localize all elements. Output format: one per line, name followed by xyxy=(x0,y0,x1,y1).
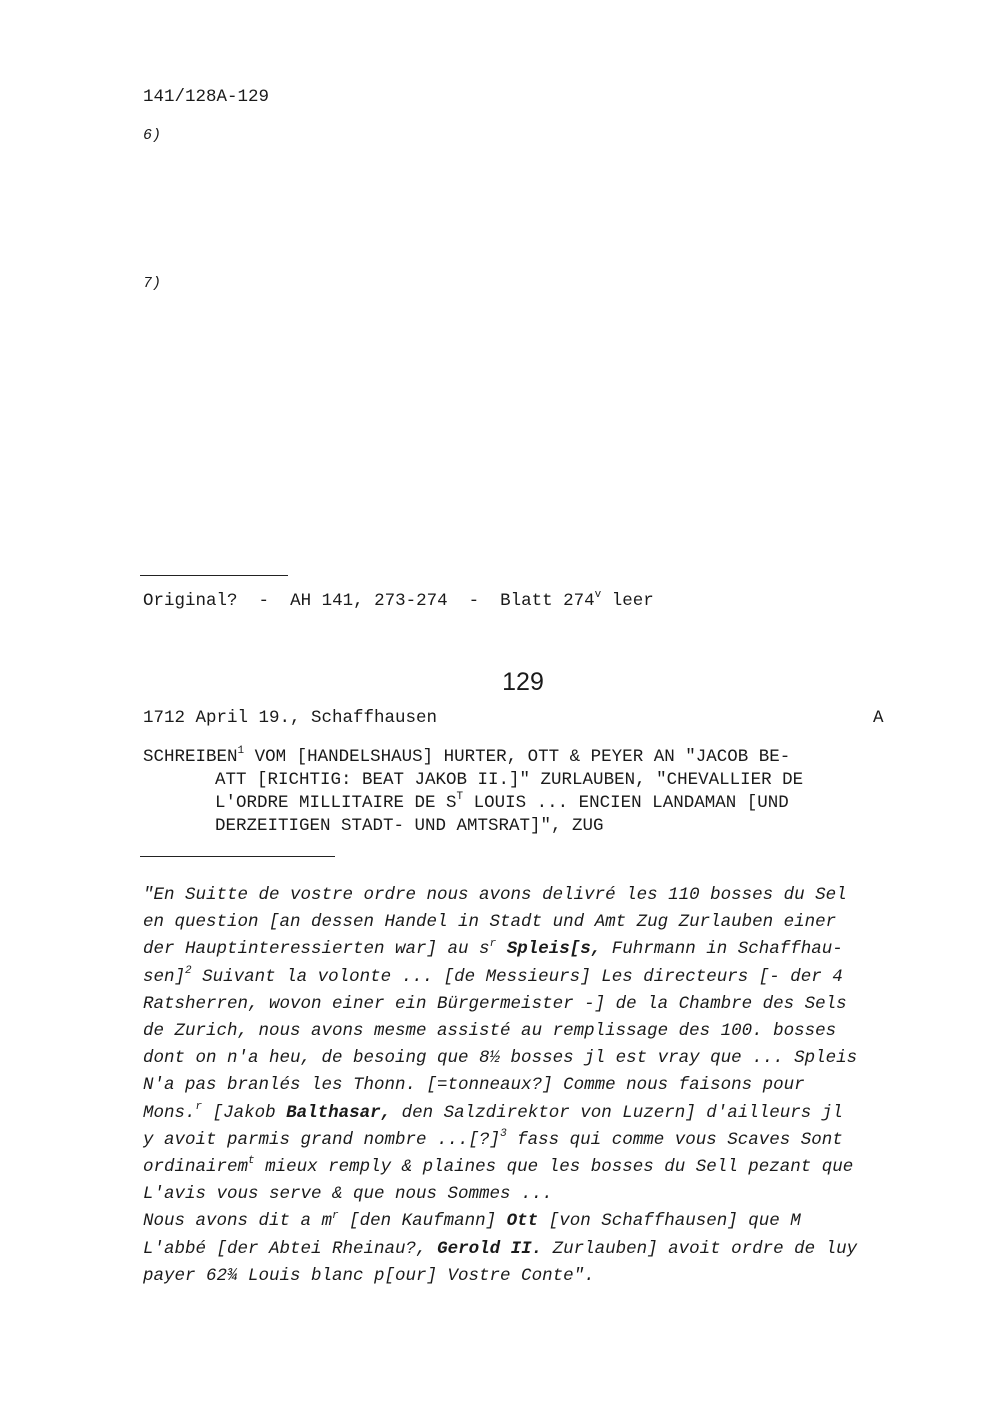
footnote-rule xyxy=(140,575,288,576)
title-rule xyxy=(140,856,335,857)
name-gerold: Gerold II. xyxy=(437,1238,543,1259)
footnote-marker-7: 7) xyxy=(143,275,162,292)
date-place: 1712 April 19., Schaffhausen xyxy=(143,708,438,728)
letter-body: "En Suitte de vostre ordre nous avons delivré les 110 bosses du Sel en question [an dessen Handel in Stadt und Amt Zug Zurlauben einer der Hauptinteressierten war] au $s^r$ Spleis[s, Fuhrmann in Schaffhau- sen]$^2$ Suivant la volonte ... [de Messieurs] Les directeurs [- der 4 Ratsherren, wovon einer ein Bürgermeister -] de la Chambre des Sels de Zurich, nous avons mesme assisté au remplissage des 100. bosses dont on n'a heu, de besoing que 8½ bosses jl est vray que ... Spleis N'a pas branlés les Thonn. [=tonneaux?] Comme nous faisons pour Mons.$^r$ [Jakob Balthasar, den Salzdirektor von Luzern] d'ailleurs jl y avoit parmis grand nombre ...[?]$^3$ fass qui comme vous Scaves Sont ordinairem$^t$ mieux remply & plaines que les bosses du Sell pezant que L'avis vous serve & que nous Sommes ... Nous avons dit a $m^r$ [den Kaufmann] Ott [von Schaffhausen] que M L'abbé [der Abtei Rheinau?, Gerold II. Zurlauben] avoit ordre de luy payer 62¾ Louis blanc p[our] Vostre Conte". xyxy=(143,885,858,1286)
document-number: 129 xyxy=(502,668,544,696)
footnote-marker-6: 6) xyxy=(143,127,162,144)
document-title: SCHREIBEN$^1$ VOM [HANDELSHAUS] HURTER, OTT & PEYER AN "JACOB BE- ATT [RICHTIG: BEAT JAKOB II.]" ZURLAUBEN, "CHEVALLIER DE L'ORDRE MILLITAIRE DE $S^T$ LOUIS ... ENCIEN LANDAMAN [UND DERZEITIGEN STADT- UND AMTSRAT]", ZUG xyxy=(143,745,804,836)
source-label: Original? xyxy=(143,591,238,611)
page-reference: 141/128A-129 xyxy=(143,87,270,107)
name-balthasar: Balthasar, xyxy=(286,1102,392,1123)
name-ott: Ott xyxy=(506,1211,539,1232)
original-flag: A xyxy=(873,708,884,728)
name-spleis: Spleis[s, xyxy=(506,939,602,960)
source-ref: AH 141, 273-274 xyxy=(290,591,448,611)
source-line: Original? - AH 141, 273-274 - Blatt 274$^v$ leer xyxy=(143,589,654,611)
source-blatt: Blatt 274 xyxy=(500,591,595,611)
